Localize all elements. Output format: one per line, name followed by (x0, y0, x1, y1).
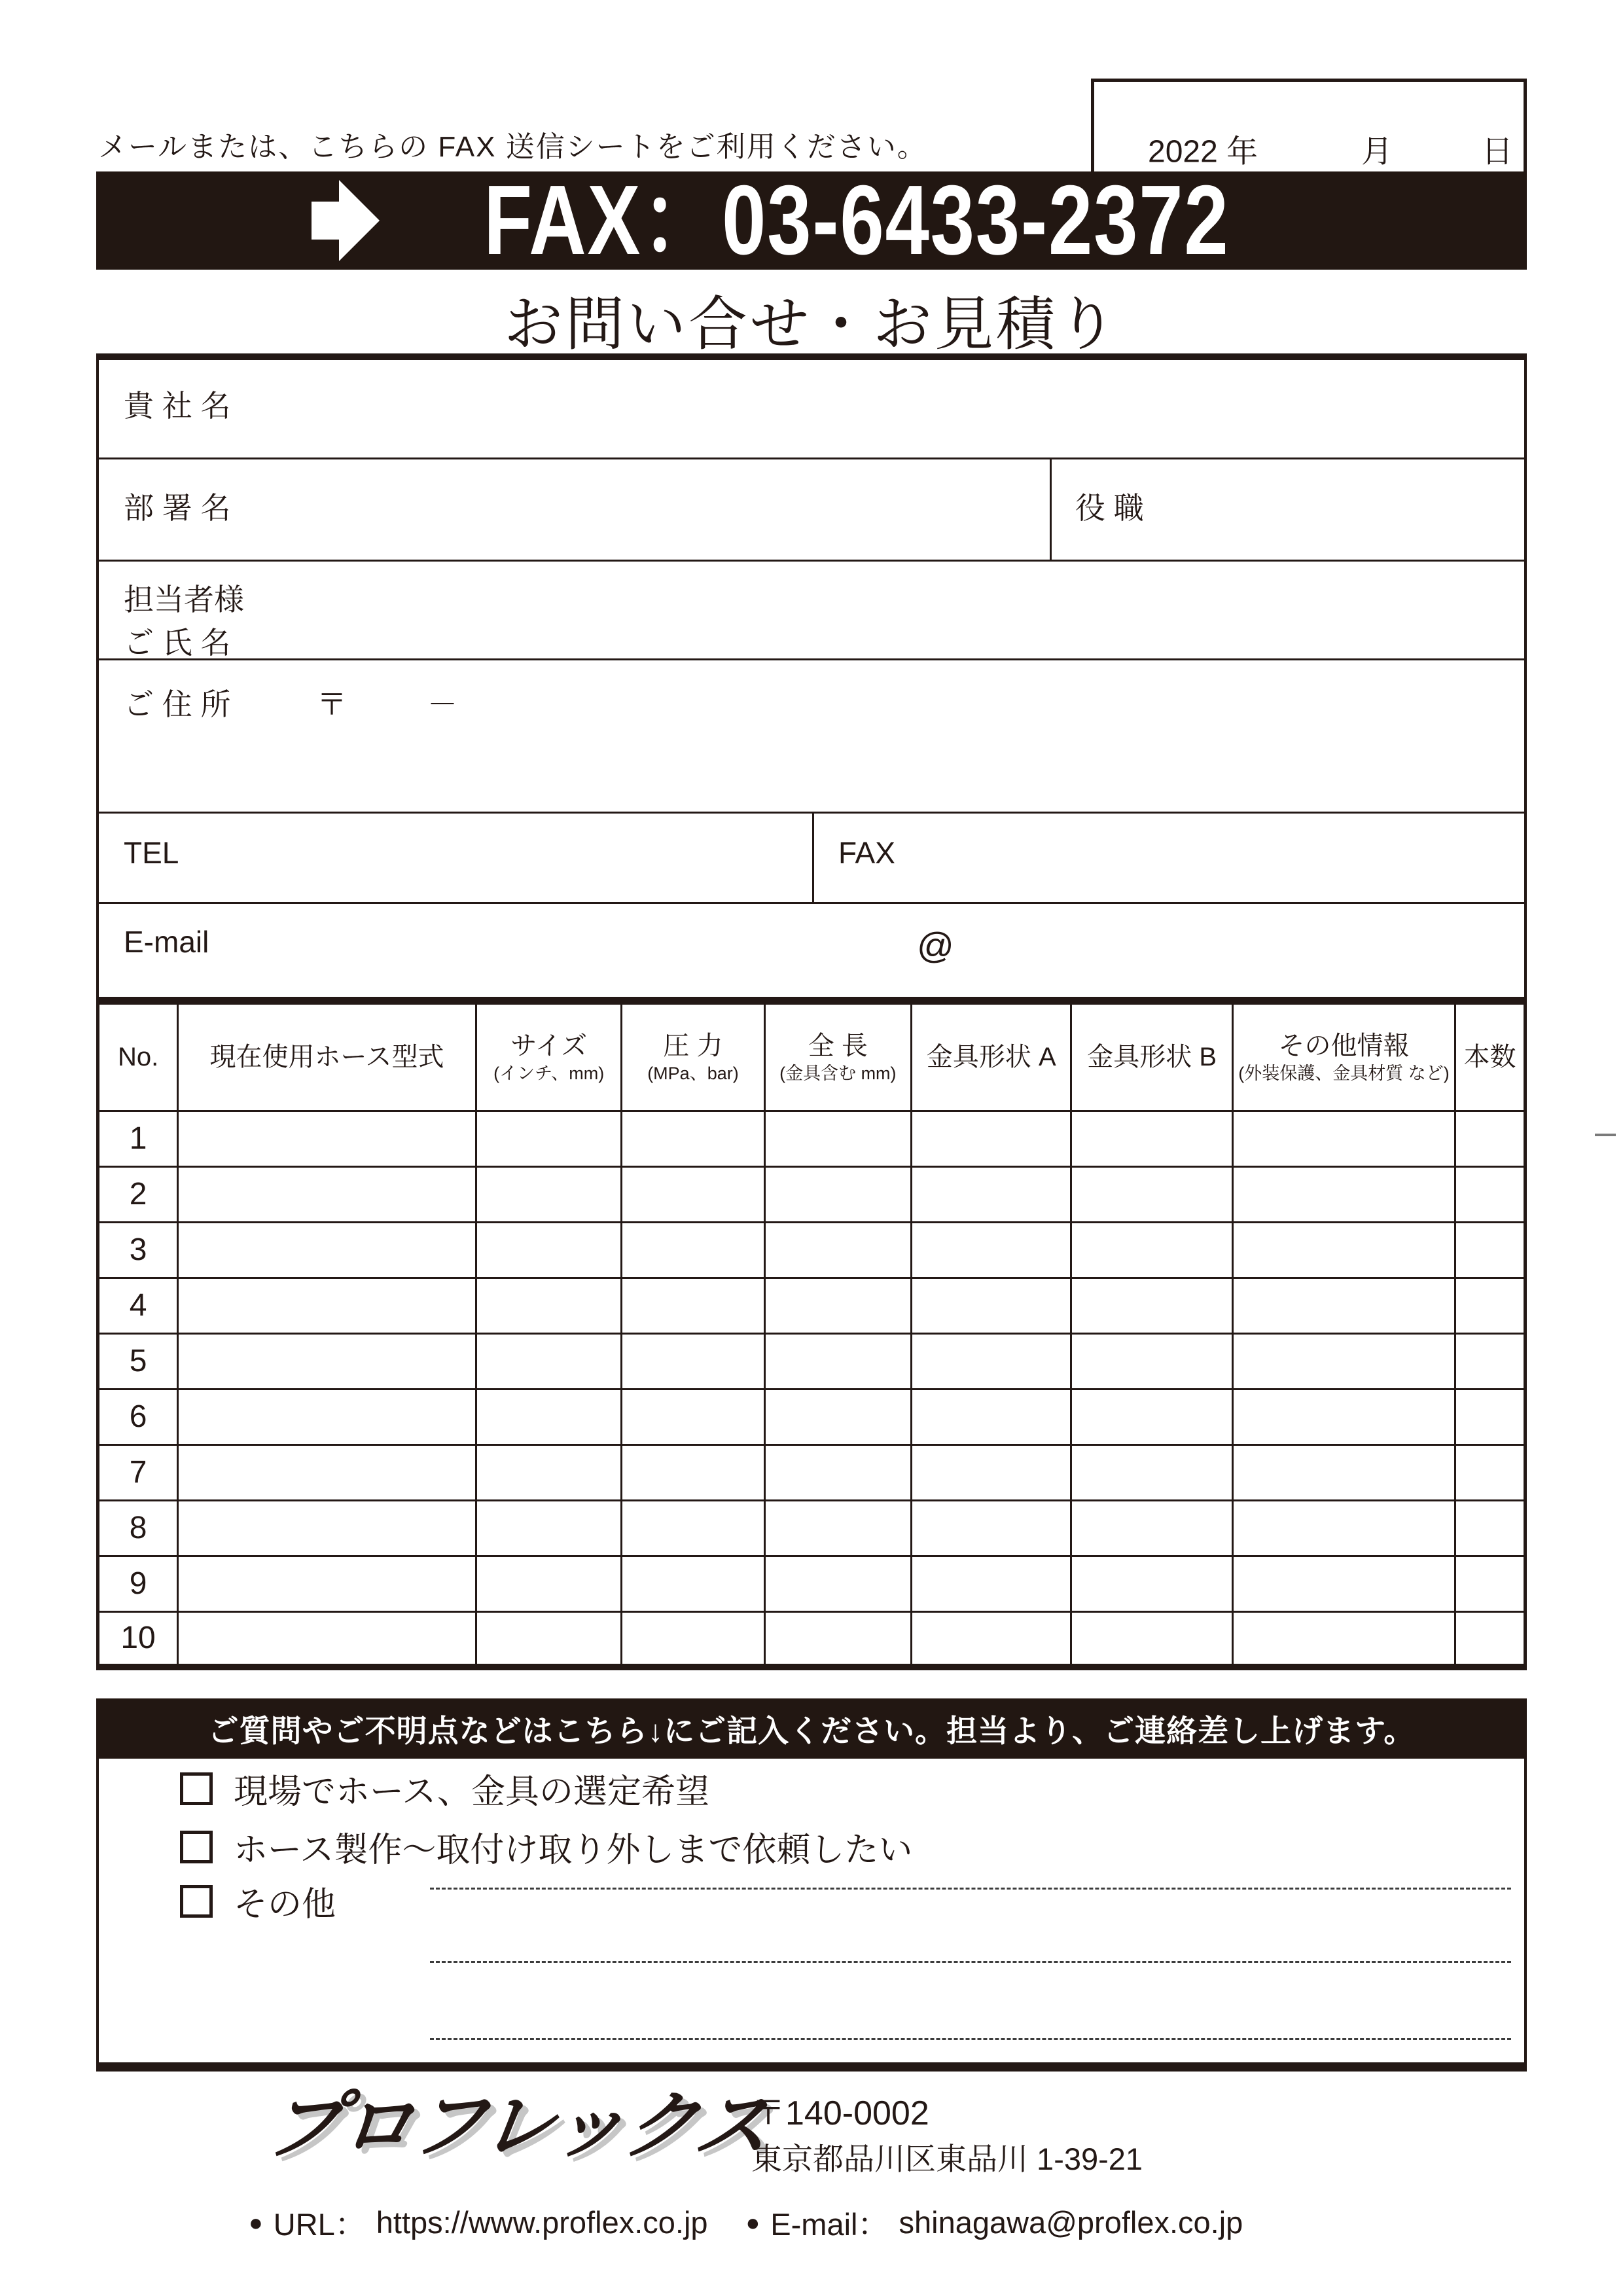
table-cell[interactable] (476, 1278, 621, 1333)
row-number: 6 (98, 1389, 178, 1444)
table-cell[interactable] (1232, 1222, 1455, 1278)
table-cell[interactable] (476, 1556, 621, 1611)
table-cell[interactable] (912, 1611, 1071, 1667)
table-cell[interactable] (764, 1111, 912, 1166)
address-field[interactable] (491, 664, 1519, 805)
department-field[interactable] (295, 465, 1041, 553)
table-cell[interactable] (1455, 1222, 1525, 1278)
company-logo: プロフレックス (261, 2085, 773, 2168)
fax-field[interactable] (923, 815, 1519, 899)
write-line[interactable] (430, 1887, 1511, 1890)
company-label: 貴 社 名 (124, 389, 231, 423)
divider (99, 658, 1524, 660)
table-cell[interactable] (622, 1166, 764, 1222)
crop-mark (1595, 1134, 1616, 1136)
table-cell[interactable] (764, 1444, 912, 1500)
write-line[interactable] (430, 2037, 1511, 2040)
row-number: 5 (98, 1333, 178, 1389)
table-cell[interactable] (764, 1166, 912, 1222)
fax-banner (96, 165, 1527, 276)
contact-name-label-line2: ご 氏 名 (124, 626, 231, 660)
table-cell[interactable] (178, 1278, 476, 1333)
checkbox-row-full-service (180, 1822, 912, 1871)
tel-label: TEL (124, 836, 179, 870)
table-cell[interactable] (476, 1222, 621, 1278)
url-label: URL： (273, 2207, 366, 2242)
table-cell[interactable] (178, 1500, 476, 1556)
table-cell[interactable] (1071, 1556, 1232, 1611)
row-number: 3 (98, 1222, 178, 1278)
date-day-label: 日 (1482, 134, 1514, 170)
date-year-label: 2022 年 (1148, 134, 1258, 170)
footer-links (249, 2200, 1243, 2244)
table-cell[interactable] (1232, 1111, 1455, 1166)
email-local-field[interactable] (256, 910, 897, 995)
table-cell[interactable] (1455, 1111, 1525, 1166)
email-at-sign: @ (917, 925, 954, 966)
table-cell[interactable] (912, 1333, 1071, 1389)
col-header-fitting-b: 金具形状 B (1071, 1001, 1232, 1111)
address-label: ご 住 所 (124, 687, 231, 721)
table-cell[interactable] (764, 1500, 912, 1556)
table-cell[interactable] (1071, 1111, 1232, 1166)
table-cell[interactable] (1455, 1389, 1525, 1444)
url-value: https://www.proflex.co.jp (376, 2205, 708, 2240)
table-cell[interactable] (622, 1333, 764, 1389)
table-cell[interactable] (476, 1500, 621, 1556)
email-label: E-mail： (770, 2207, 889, 2242)
table-cell[interactable] (476, 1111, 621, 1166)
table-cell[interactable] (764, 1611, 912, 1667)
table-cell[interactable] (1232, 1389, 1455, 1444)
row-number: 8 (98, 1500, 178, 1556)
table-cell[interactable] (622, 1556, 764, 1611)
fax-label: FAX (838, 836, 895, 870)
table-row (98, 1389, 1525, 1444)
table-row (98, 1166, 1525, 1222)
table-cell[interactable] (178, 1611, 476, 1667)
table-cell[interactable] (1455, 1333, 1525, 1389)
table-cell[interactable] (1071, 1389, 1232, 1444)
table-cell[interactable] (178, 1556, 476, 1611)
table-cell[interactable] (1071, 1333, 1232, 1389)
table-cell[interactable] (1232, 1500, 1455, 1556)
table-cell[interactable] (1455, 1500, 1525, 1556)
write-line[interactable] (430, 1960, 1511, 1963)
table-cell[interactable] (1071, 1500, 1232, 1556)
divider (99, 902, 1524, 904)
table-cell[interactable] (178, 1389, 476, 1444)
table-row (98, 1333, 1525, 1389)
table-cell[interactable] (912, 1278, 1071, 1333)
table-cell[interactable] (1071, 1278, 1232, 1333)
table-cell[interactable] (764, 1222, 912, 1278)
table-cell[interactable] (764, 1333, 912, 1389)
table-row (98, 1111, 1525, 1166)
table-cell[interactable] (1071, 1611, 1232, 1667)
divider (812, 812, 814, 902)
row-number: 1 (98, 1111, 178, 1166)
table-cell[interactable] (764, 1389, 912, 1444)
table-cell[interactable] (1232, 1166, 1455, 1222)
table-cell[interactable] (178, 1166, 476, 1222)
table-cell[interactable] (1232, 1278, 1455, 1333)
table-cell[interactable] (1071, 1222, 1232, 1278)
department-label: 部 署 名 (124, 491, 231, 525)
table-cell[interactable] (1455, 1444, 1525, 1500)
divider (99, 560, 1524, 562)
hose-spec-table (96, 997, 1527, 1670)
table-row (98, 1611, 1525, 1667)
bullet-icon: ● (249, 2208, 263, 2236)
table-cell[interactable] (1455, 1611, 1525, 1667)
row-number: 4 (98, 1278, 178, 1333)
checkbox-row-onsite-selection (180, 1764, 709, 1813)
position-field[interactable] (1179, 465, 1519, 553)
checkbox-label: その他 (234, 1886, 336, 1924)
table-cell[interactable] (1232, 1444, 1455, 1500)
table-cell[interactable] (912, 1222, 1071, 1278)
table-cell[interactable] (476, 1389, 621, 1444)
table-cell[interactable] (622, 1444, 764, 1500)
table-cell[interactable] (476, 1611, 621, 1667)
row-number: 7 (98, 1444, 178, 1500)
table-cell[interactable] (476, 1333, 621, 1389)
divider (99, 812, 1524, 814)
table-cell[interactable] (1232, 1333, 1455, 1389)
contact-name-label-line1: 担当者様 (124, 583, 244, 617)
row-number: 9 (98, 1556, 178, 1611)
table-cell[interactable] (764, 1278, 912, 1333)
position-label: 役 職 (1075, 491, 1144, 525)
table-cell[interactable] (622, 1222, 764, 1278)
table-cell[interactable] (912, 1111, 1071, 1166)
table-cell[interactable] (1455, 1278, 1525, 1333)
col-header-hose-model: 現在使用ホース型式 (178, 1001, 476, 1111)
table-cell[interactable] (912, 1166, 1071, 1222)
company-field[interactable] (295, 367, 1519, 452)
table-cell[interactable] (764, 1556, 912, 1611)
postal-mark: 〒 (317, 687, 347, 721)
contact-name-field[interactable] (295, 569, 1519, 651)
col-header-fitting-a: 金具形状 A (912, 1001, 1071, 1111)
table-cell[interactable] (178, 1222, 476, 1278)
top-note: メールまたは、こちらの FAX 送信シートをご利用ください。 (98, 131, 927, 163)
table-row (98, 1556, 1525, 1611)
contact-form-box (96, 353, 1527, 997)
table-cell[interactable] (1071, 1444, 1232, 1500)
col-header-other-info: その他情報 (外装保護、金具材質 など) (1232, 1001, 1455, 1111)
col-header-length: 全 長 (金具含む mm) (764, 1001, 912, 1111)
table-cell[interactable] (1071, 1166, 1232, 1222)
table-cell[interactable] (912, 1444, 1071, 1500)
table-row (98, 1222, 1525, 1278)
table-cell[interactable] (178, 1111, 476, 1166)
email-label: E-mail (124, 925, 209, 959)
email-value: shinagawa@proflex.co.jp (899, 2205, 1243, 2240)
table-cell[interactable] (622, 1278, 764, 1333)
fax-number-text: FAX：03-6433-2372 (484, 165, 1230, 276)
table-cell[interactable] (912, 1389, 1071, 1444)
tel-field[interactable] (204, 815, 806, 899)
col-header-size: サイズ (インチ、mm) (476, 1001, 621, 1111)
checkbox-other[interactable] (180, 1885, 213, 1918)
table-cell[interactable] (178, 1444, 476, 1500)
row-number: 2 (98, 1166, 178, 1222)
arrow-right-icon (312, 180, 380, 261)
col-header-quantity: 本数 (1455, 1001, 1525, 1111)
table-row (98, 1444, 1525, 1500)
table-row (98, 1278, 1525, 1333)
checkbox-full-service[interactable] (180, 1831, 213, 1863)
date-month-label: 月 (1361, 134, 1393, 170)
footer-address: 東京都品川区東品川 1-39-21 (751, 2142, 1143, 2176)
table-cell[interactable] (622, 1111, 764, 1166)
table-cell[interactable] (178, 1333, 476, 1389)
table-cell[interactable] (1232, 1556, 1455, 1611)
table-cell[interactable] (1455, 1556, 1525, 1611)
col-header-no: No. (98, 1001, 178, 1111)
table-cell[interactable] (476, 1166, 621, 1222)
divider (1050, 457, 1052, 560)
questions-banner: ご質問やご不明点などはこちら↓にご記入ください。担当より、ご連絡差し上げます。 (96, 1698, 1527, 1759)
table-cell[interactable] (622, 1611, 764, 1667)
table-cell[interactable] (622, 1500, 764, 1556)
bullet-icon: ● (745, 2208, 760, 2236)
table-row (98, 1500, 1525, 1556)
postal-dash: － (427, 687, 457, 721)
table-cell[interactable] (912, 1556, 1071, 1611)
checkbox-label: ホース製作〜取付け取り外しまで依頼したい (234, 1831, 913, 1869)
questions-box (96, 1759, 1527, 2072)
table-cell[interactable] (1455, 1166, 1525, 1222)
divider (99, 457, 1524, 459)
checkbox-row-other (180, 1876, 336, 1926)
email-domain-field[interactable] (963, 910, 1519, 995)
table-cell[interactable] (476, 1444, 621, 1500)
table-cell[interactable] (622, 1389, 764, 1444)
checkbox-onsite-selection[interactable] (180, 1772, 213, 1805)
row-number: 10 (98, 1611, 178, 1667)
table-cell[interactable] (912, 1500, 1071, 1556)
col-header-pressure: 圧 力 (MPa、bar) (622, 1001, 764, 1111)
checkbox-label: 現場でホース、金具の選定希望 (234, 1773, 709, 1811)
table-header-row (98, 1001, 1525, 1111)
page-title: お問い合せ・お見積り (504, 292, 1119, 357)
table-cell[interactable] (1232, 1611, 1455, 1667)
footer-postal-code: 〒140-0002 (751, 2094, 929, 2132)
